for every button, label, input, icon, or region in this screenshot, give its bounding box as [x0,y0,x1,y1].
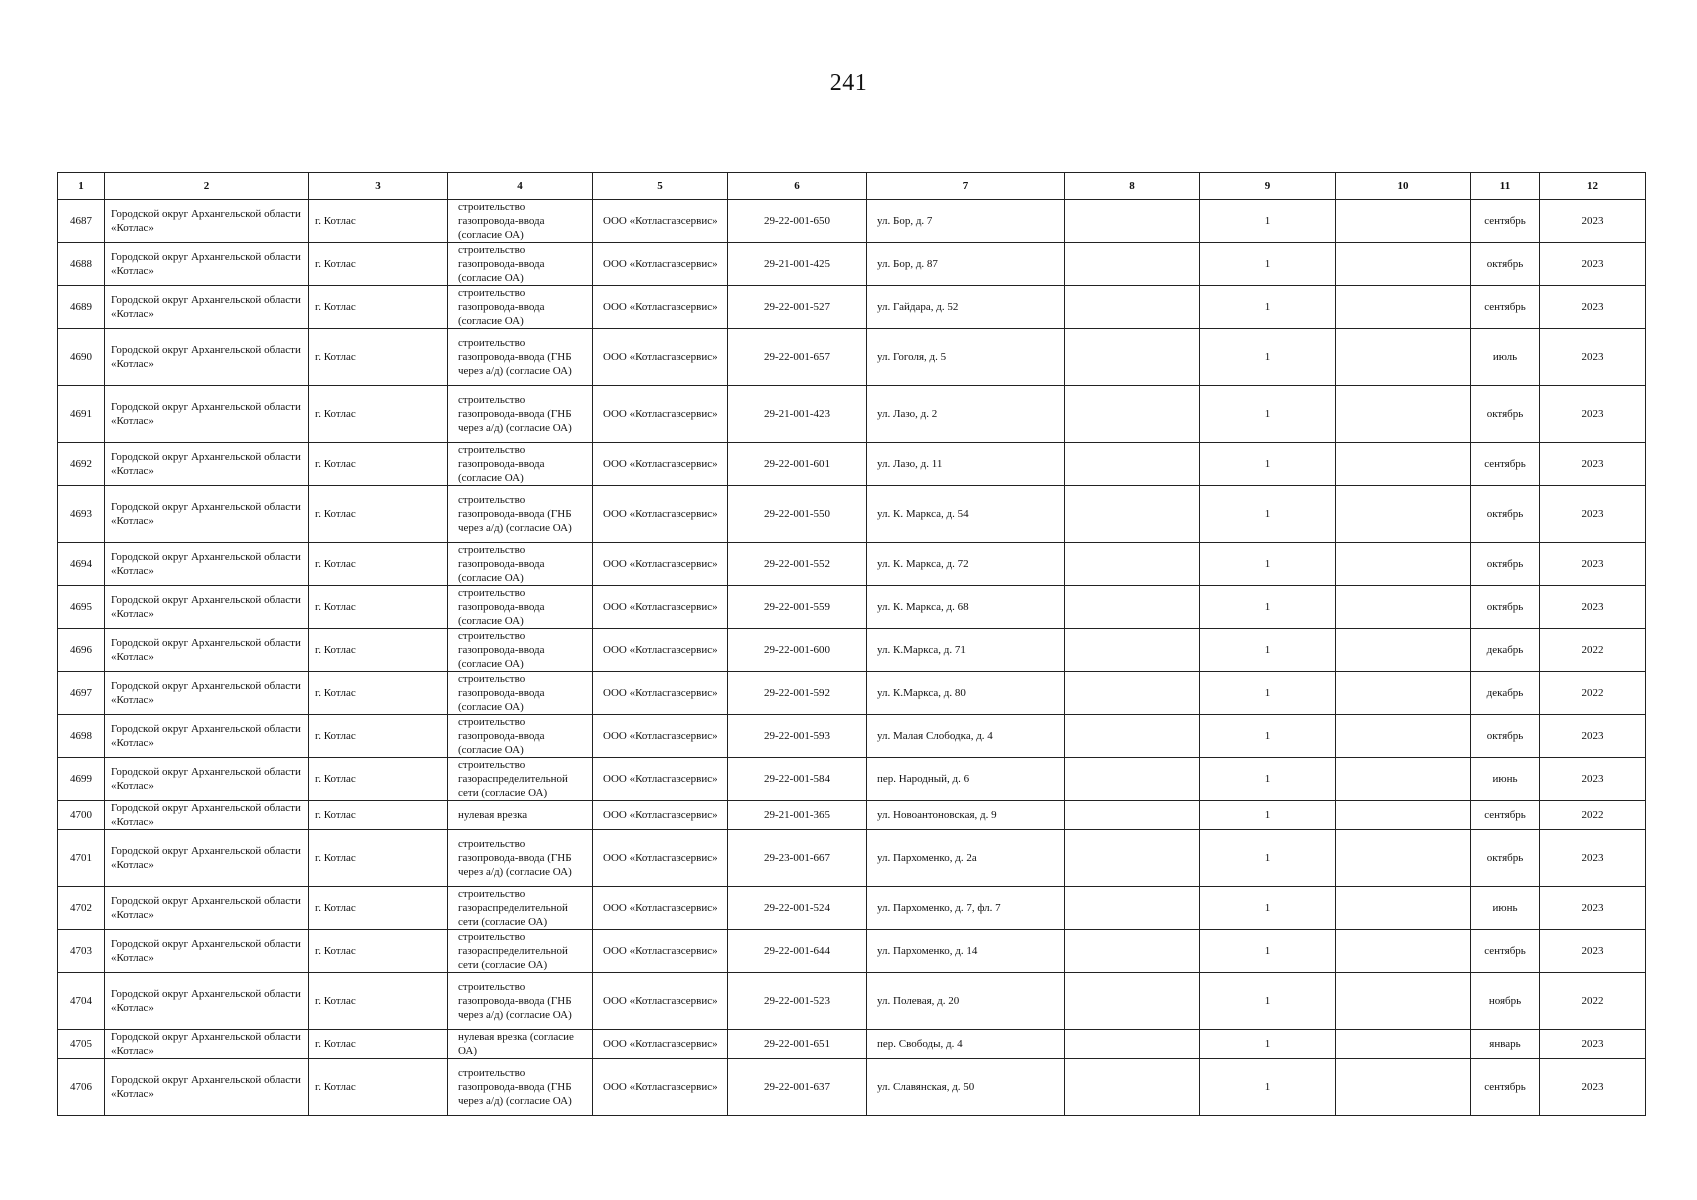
organization-cell: ООО «Котласгазсервис» [593,243,728,286]
year-cell: 2023 [1540,486,1646,543]
table-row [58,830,1646,887]
row-number: 4702 [58,887,105,930]
work-type-cell: строительство газопровода-ввода (согласие ОА) [448,243,593,286]
work-type-cell: строительство газопровода-ввода (согласие ОА) [448,443,593,486]
month-cell: октябрь [1471,243,1540,286]
quantity-cell: 1 [1200,1059,1336,1116]
table-row [58,543,1646,586]
address-cell: ул. Пархоменко, д. 2а [867,830,1065,887]
column-10-cell [1336,243,1471,286]
month-cell: ноябрь [1471,973,1540,1030]
month-cell: октябрь [1471,386,1540,443]
month-cell: июнь [1471,887,1540,930]
quantity-cell: 1 [1200,286,1336,329]
settlement-cell: г. Котлас [309,443,448,486]
column-8-cell [1065,672,1200,715]
column-10-cell [1336,1059,1471,1116]
year-cell: 2022 [1540,629,1646,672]
row-number: 4689 [58,286,105,329]
municipality-cell: Городской округ Архангельской области «Котлас» [105,930,309,973]
row-number: 4699 [58,758,105,801]
month-cell: сентябрь [1471,930,1540,973]
column-8-cell [1065,973,1200,1030]
work-type-cell: строительство газопровода-ввода (согласие ОА) [448,543,593,586]
month-cell: январь [1471,1030,1540,1059]
table-row [58,930,1646,973]
year-cell: 2023 [1540,1030,1646,1059]
municipality-cell: Городской округ Архангельской области «Котлас» [105,243,309,286]
work-type-cell: строительство газопровода-ввода (согласие ОА) [448,200,593,243]
row-number: 4703 [58,930,105,973]
month-cell: октябрь [1471,543,1540,586]
month-cell: декабрь [1471,672,1540,715]
table-row [58,715,1646,758]
organization-cell: ООО «Котласгазсервис» [593,543,728,586]
column-8-cell [1065,801,1200,830]
column-header: 10 [1336,173,1471,200]
settlement-cell: г. Котлас [309,386,448,443]
column-header: 8 [1065,173,1200,200]
column-header: 11 [1471,173,1540,200]
settlement-cell: г. Котлас [309,329,448,386]
organization-cell: ООО «Котласгазсервис» [593,386,728,443]
column-8-cell [1065,443,1200,486]
municipality-cell: Городской округ Архангельской области «Котлас» [105,329,309,386]
settlement-cell: г. Котлас [309,758,448,801]
quantity-cell: 1 [1200,887,1336,930]
object-code-cell: 29-22-001-593 [728,715,867,758]
table-row [58,1030,1646,1059]
year-cell: 2023 [1540,543,1646,586]
organization-cell: ООО «Котласгазсервис» [593,329,728,386]
municipality-cell: Городской округ Архангельской области «Котлас» [105,801,309,830]
column-header: 3 [309,173,448,200]
municipality-cell: Городской округ Архангельской области «Котлас» [105,200,309,243]
organization-cell: ООО «Котласгазсервис» [593,758,728,801]
municipality-cell: Городской округ Архангельской области «Котлас» [105,758,309,801]
table-header-row [58,173,1646,200]
address-cell: ул. Бор, д. 7 [867,200,1065,243]
column-header: 12 [1540,173,1646,200]
quantity-cell: 1 [1200,486,1336,543]
column-8-cell [1065,586,1200,629]
address-cell: ул. Лазо, д. 2 [867,386,1065,443]
object-code-cell: 29-22-001-657 [728,329,867,386]
organization-cell: ООО «Котласгазсервис» [593,200,728,243]
object-code-cell: 29-21-001-423 [728,386,867,443]
address-cell: ул. Гайдара, д. 52 [867,286,1065,329]
object-code-cell: 29-21-001-365 [728,801,867,830]
month-cell: октябрь [1471,830,1540,887]
quantity-cell: 1 [1200,543,1336,586]
column-8-cell [1065,329,1200,386]
row-number: 4688 [58,243,105,286]
work-type-cell: нулевая врезка [448,801,593,830]
address-cell: ул. Малая Слободка, д. 4 [867,715,1065,758]
municipality-cell: Городской округ Архангельской области «Котлас» [105,1059,309,1116]
row-number: 4704 [58,973,105,1030]
organization-cell: ООО «Котласгазсервис» [593,586,728,629]
quantity-cell: 1 [1200,672,1336,715]
year-cell: 2023 [1540,887,1646,930]
year-cell: 2023 [1540,586,1646,629]
quantity-cell: 1 [1200,830,1336,887]
column-header: 6 [728,173,867,200]
municipality-cell: Городской округ Архангельской области «Котлас» [105,887,309,930]
column-header: 2 [105,173,309,200]
quantity-cell: 1 [1200,801,1336,830]
organization-cell: ООО «Котласгазсервис» [593,830,728,887]
address-cell: ул. К. Маркса, д. 54 [867,486,1065,543]
column-10-cell [1336,586,1471,629]
column-8-cell [1065,1059,1200,1116]
column-10-cell [1336,830,1471,887]
object-code-cell: 29-22-001-523 [728,973,867,1030]
address-cell: ул. Бор, д. 87 [867,243,1065,286]
year-cell: 2023 [1540,243,1646,286]
quantity-cell: 1 [1200,973,1336,1030]
row-number: 4694 [58,543,105,586]
table-row [58,887,1646,930]
year-cell: 2023 [1540,329,1646,386]
page-number: 241 [829,70,868,96]
address-cell: ул. Лазо, д. 11 [867,443,1065,486]
column-10-cell [1336,1030,1471,1059]
year-cell: 2023 [1540,930,1646,973]
address-cell: ул. Гоголя, д. 5 [867,329,1065,386]
table-row [58,672,1646,715]
organization-cell: ООО «Котласгазсервис» [593,629,728,672]
column-8-cell [1065,543,1200,586]
year-cell: 2023 [1540,830,1646,887]
settlement-cell: г. Котлас [309,586,448,629]
object-code-cell: 29-22-001-651 [728,1030,867,1059]
quantity-cell: 1 [1200,443,1336,486]
work-type-cell: строительство газопровода-ввода (ГНБ через а/д) (согласие ОА) [448,973,593,1030]
table-row [58,586,1646,629]
municipality-cell: Городской округ Архангельской области «Котлас» [105,586,309,629]
row-number: 4701 [58,830,105,887]
organization-cell: ООО «Котласгазсервис» [593,801,728,830]
month-cell: июль [1471,329,1540,386]
object-code-cell: 29-22-001-592 [728,672,867,715]
municipality-cell: Городской округ Архангельской области «Котлас» [105,629,309,672]
row-number: 4706 [58,1059,105,1116]
object-code-cell: 29-22-001-601 [728,443,867,486]
month-cell: октябрь [1471,586,1540,629]
organization-cell: ООО «Котласгазсервис» [593,930,728,973]
work-type-cell: строительство газопровода-ввода (согласие ОА) [448,286,593,329]
work-type-cell: строительство газопровода-ввода (согласие ОА) [448,586,593,629]
year-cell: 2023 [1540,758,1646,801]
object-code-cell: 29-22-001-584 [728,758,867,801]
quantity-cell: 1 [1200,386,1336,443]
municipality-cell: Городской округ Архангельской области «Котлас» [105,672,309,715]
work-type-cell: строительство газопровода-ввода (согласие ОА) [448,629,593,672]
work-type-cell: строительство газопровода-ввода (ГНБ через а/д) (согласие ОА) [448,329,593,386]
table-row [58,243,1646,286]
column-10-cell [1336,672,1471,715]
address-cell: ул. Полевая, д. 20 [867,973,1065,1030]
column-8-cell [1065,830,1200,887]
quantity-cell: 1 [1200,200,1336,243]
settlement-cell: г. Котлас [309,1030,448,1059]
address-cell: ул. К. Маркса, д. 72 [867,543,1065,586]
work-type-cell: строительство газораспределительной сети (согласие ОА) [448,758,593,801]
work-type-cell: строительство газопровода-ввода (ГНБ через а/д) (согласие ОА) [448,830,593,887]
quantity-cell: 1 [1200,329,1336,386]
municipality-cell: Городской округ Архангельской области «Котлас» [105,715,309,758]
settlement-cell: г. Котлас [309,543,448,586]
settlement-cell: г. Котлас [309,973,448,1030]
table-row [58,486,1646,543]
municipality-cell: Городской округ Архангельской области «Котлас» [105,386,309,443]
table-row [58,286,1646,329]
column-8-cell [1065,200,1200,243]
year-cell: 2023 [1540,443,1646,486]
organization-cell: ООО «Котласгазсервис» [593,715,728,758]
quantity-cell: 1 [1200,715,1336,758]
settlement-cell: г. Котлас [309,286,448,329]
column-10-cell [1336,386,1471,443]
object-code-cell: 29-22-001-559 [728,586,867,629]
column-header: 1 [58,173,105,200]
column-10-cell [1336,286,1471,329]
column-8-cell [1065,286,1200,329]
table-row [58,1059,1646,1116]
table-row [58,386,1646,443]
organization-cell: ООО «Котласгазсервис» [593,486,728,543]
column-header: 5 [593,173,728,200]
column-header: 4 [448,173,593,200]
quantity-cell: 1 [1200,1030,1336,1059]
column-10-cell [1336,200,1471,243]
organization-cell: ООО «Котласгазсервис» [593,286,728,329]
row-number: 4687 [58,200,105,243]
column-10-cell [1336,758,1471,801]
settlement-cell: г. Котлас [309,830,448,887]
quantity-cell: 1 [1200,243,1336,286]
municipality-cell: Городской округ Архангельской области «Котлас» [105,1030,309,1059]
municipality-cell: Городской округ Архангельской области «Котлас» [105,286,309,329]
table-row [58,629,1646,672]
month-cell: октябрь [1471,715,1540,758]
column-10-cell [1336,443,1471,486]
address-cell: ул. Новоантоновская, д. 9 [867,801,1065,830]
object-code-cell: 29-22-001-527 [728,286,867,329]
row-number: 4697 [58,672,105,715]
settlement-cell: г. Котлас [309,1059,448,1116]
year-cell: 2022 [1540,672,1646,715]
gasification-register-table [57,172,1646,1116]
object-code-cell: 29-23-001-667 [728,830,867,887]
quantity-cell: 1 [1200,586,1336,629]
work-type-cell: строительство газораспределительной сети (согласие ОА) [448,930,593,973]
year-cell: 2023 [1540,1059,1646,1116]
column-header: 7 [867,173,1065,200]
municipality-cell: Городской округ Архангельской области «Котлас» [105,543,309,586]
address-cell: ул. К.Маркса, д. 80 [867,672,1065,715]
column-8-cell [1065,887,1200,930]
year-cell: 2023 [1540,200,1646,243]
municipality-cell: Городской округ Архангельской области «Котлас» [105,830,309,887]
quantity-cell: 1 [1200,930,1336,973]
settlement-cell: г. Котлас [309,243,448,286]
column-8-cell [1065,243,1200,286]
work-type-cell: строительство газораспределительной сети (согласие ОА) [448,887,593,930]
settlement-cell: г. Котлас [309,887,448,930]
column-10-cell [1336,329,1471,386]
address-cell: пер. Народный, д. 6 [867,758,1065,801]
month-cell: декабрь [1471,629,1540,672]
column-10-cell [1336,930,1471,973]
row-number: 4696 [58,629,105,672]
column-8-cell [1065,629,1200,672]
table-row [58,443,1646,486]
settlement-cell: г. Котлас [309,200,448,243]
table-row [58,801,1646,830]
month-cell: июнь [1471,758,1540,801]
organization-cell: ООО «Котласгазсервис» [593,1059,728,1116]
column-10-cell [1336,801,1471,830]
settlement-cell: г. Котлас [309,486,448,543]
organization-cell: ООО «Котласгазсервис» [593,443,728,486]
column-8-cell [1065,758,1200,801]
settlement-cell: г. Котлас [309,801,448,830]
table-row [58,758,1646,801]
address-cell: ул. Пархоменко, д. 14 [867,930,1065,973]
column-10-cell [1336,973,1471,1030]
municipality-cell: Городской округ Архангельской области «Котлас» [105,443,309,486]
work-type-cell: строительство газопровода-ввода (ГНБ через а/д) (согласие ОА) [448,1059,593,1116]
table-body [58,200,1646,1116]
year-cell: 2022 [1540,801,1646,830]
address-cell: ул. Славянская, д. 50 [867,1059,1065,1116]
column-8-cell [1065,486,1200,543]
address-cell: пер. Свободы, д. 4 [867,1030,1065,1059]
row-number: 4705 [58,1030,105,1059]
object-code-cell: 29-22-001-644 [728,930,867,973]
column-8-cell [1065,386,1200,443]
work-type-cell: строительство газопровода-ввода (ГНБ через а/д) (согласие ОА) [448,486,593,543]
column-header: 9 [1200,173,1336,200]
municipality-cell: Городской округ Архангельской области «Котлас» [105,973,309,1030]
table-row [58,200,1646,243]
month-cell: сентябрь [1471,286,1540,329]
row-number: 4695 [58,586,105,629]
work-type-cell: нулевая врезка (согласие ОА) [448,1030,593,1059]
year-cell: 2023 [1540,715,1646,758]
column-10-cell [1336,887,1471,930]
organization-cell: ООО «Котласгазсервис» [593,887,728,930]
settlement-cell: г. Котлас [309,629,448,672]
month-cell: сентябрь [1471,801,1540,830]
column-8-cell [1065,715,1200,758]
address-cell: ул. К. Маркса, д. 68 [867,586,1065,629]
settlement-cell: г. Котлас [309,930,448,973]
quantity-cell: 1 [1200,758,1336,801]
work-type-cell: строительство газопровода-ввода (ГНБ через а/д) (согласие ОА) [448,386,593,443]
month-cell: октябрь [1471,486,1540,543]
object-code-cell: 29-22-001-600 [728,629,867,672]
row-number: 4691 [58,386,105,443]
object-code-cell: 29-21-001-425 [728,243,867,286]
object-code-cell: 29-22-001-650 [728,200,867,243]
organization-cell: ООО «Котласгазсервис» [593,1030,728,1059]
column-10-cell [1336,629,1471,672]
organization-cell: ООО «Котласгазсервис» [593,672,728,715]
month-cell: сентябрь [1471,200,1540,243]
column-10-cell [1336,486,1471,543]
column-10-cell [1336,543,1471,586]
settlement-cell: г. Котлас [309,672,448,715]
row-number: 4690 [58,329,105,386]
settlement-cell: г. Котлас [309,715,448,758]
year-cell: 2023 [1540,286,1646,329]
row-number: 4692 [58,443,105,486]
year-cell: 2022 [1540,973,1646,1030]
object-code-cell: 29-22-001-524 [728,887,867,930]
object-code-cell: 29-22-001-637 [728,1059,867,1116]
work-type-cell: строительство газопровода-ввода (согласие ОА) [448,715,593,758]
column-10-cell [1336,715,1471,758]
row-number: 4698 [58,715,105,758]
municipality-cell: Городской округ Архангельской области «Котлас» [105,486,309,543]
object-code-cell: 29-22-001-552 [728,543,867,586]
table-row [58,329,1646,386]
address-cell: ул. Пархоменко, д. 7, фл. 7 [867,887,1065,930]
address-cell: ул. К.Маркса, д. 71 [867,629,1065,672]
table-row [58,973,1646,1030]
organization-cell: ООО «Котласгазсервис» [593,973,728,1030]
month-cell: сентябрь [1471,443,1540,486]
work-type-cell: строительство газопровода-ввода (согласие ОА) [448,672,593,715]
row-number: 4693 [58,486,105,543]
year-cell: 2023 [1540,386,1646,443]
column-8-cell [1065,930,1200,973]
column-8-cell [1065,1030,1200,1059]
row-number: 4700 [58,801,105,830]
quantity-cell: 1 [1200,629,1336,672]
object-code-cell: 29-22-001-550 [728,486,867,543]
month-cell: сентябрь [1471,1059,1540,1116]
